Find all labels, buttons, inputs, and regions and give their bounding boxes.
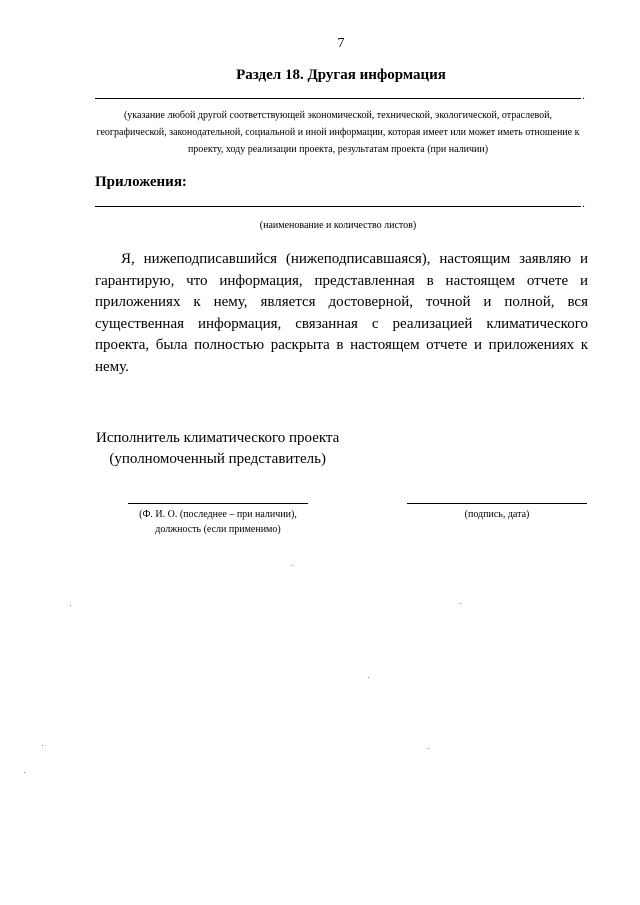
name-position-label-line1: (Ф. И. О. (последнее – при наличии), bbox=[139, 509, 297, 520]
appendix-hint: (наименование и количество листов) bbox=[259, 220, 417, 231]
appendix-line-end: . bbox=[582, 196, 585, 210]
executor-title-line2: (уполномоченный представитель) bbox=[109, 451, 326, 467]
executor-title-line1: Исполнитель климатического проекта bbox=[96, 430, 340, 446]
name-position-label-line2: должность (если применимо) bbox=[155, 524, 281, 535]
other-info-hint: (указание любой другой соответствующей экономической, технической, экологической, отраслевой, географической, законодательной, социальной и иной информации, которая имеет или может иметь отношение к проекту, ходу реализации проекта, результатам проекта (при наличии) bbox=[96, 110, 580, 155]
page-number: 7 bbox=[337, 36, 345, 51]
scan-speck bbox=[24, 772, 25, 773]
declaration-paragraph: Я, нижеподписавшийся (нижеподписавшаяся), настоящим заявляю и гарантирую, что информация, представленная в настоящем отчете и приложениях к нему, является достоверной, точной и полной, вся существенная информация, связанная с реализацией климатического проекта, была полностью раскрыта в настоящем отчете и приложениях к нему. bbox=[95, 251, 588, 375]
signature-date-line bbox=[407, 503, 587, 504]
executor-title bbox=[96, 428, 339, 470]
name-position-label bbox=[108, 507, 328, 537]
appendix-line bbox=[95, 206, 581, 207]
section-title: Раздел 18. Другая информация bbox=[236, 67, 446, 83]
scan-speck bbox=[368, 677, 369, 678]
other-info-line-end: . bbox=[582, 88, 585, 102]
scan-speck bbox=[428, 748, 429, 749]
name-signature-line bbox=[128, 503, 308, 504]
scan-speck bbox=[42, 745, 43, 746]
scan-speck bbox=[70, 605, 71, 606]
signature-date-label: (подпись, дата) bbox=[464, 509, 530, 520]
scan-speck bbox=[460, 603, 461, 604]
other-info-line bbox=[95, 98, 581, 99]
scan-speck bbox=[292, 565, 293, 566]
appendix-title: Приложения: bbox=[95, 174, 187, 190]
